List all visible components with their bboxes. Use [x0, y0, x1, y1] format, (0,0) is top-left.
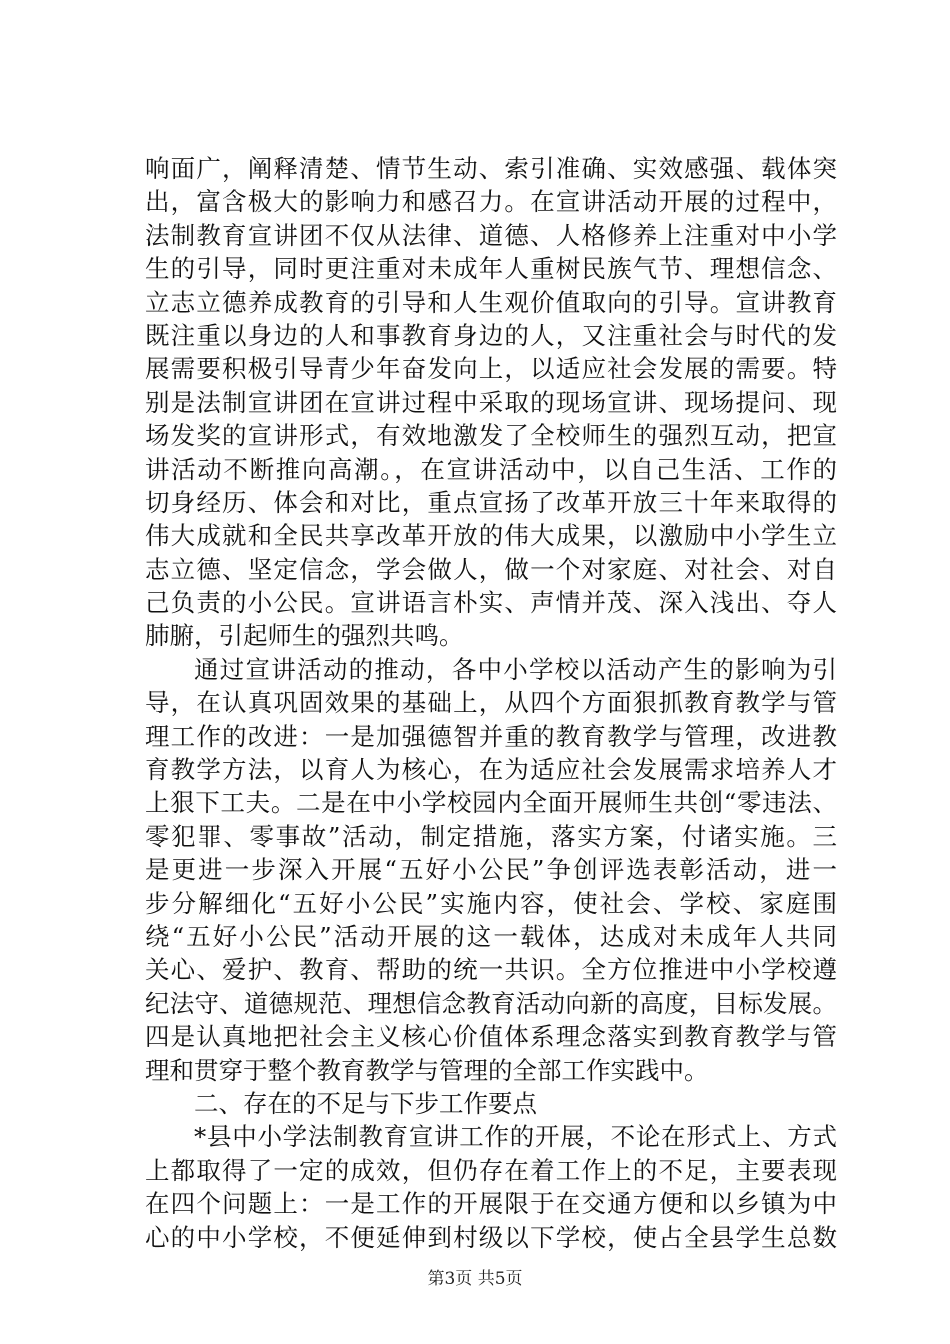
text-line: 导，在认真巩固效果的基础上，从四个方面狠抓教育教学与管 [145, 688, 837, 718]
text-line: 四是认真地把社会主义核心价值体系理念落实到教育教学与管 [145, 1022, 837, 1052]
paragraph-start-line: 通过宣讲活动的推动，各中小学校以活动产生的影响为引 [194, 654, 837, 684]
text-line: 场发奖的宣讲形式，有效地激发了全校师生的强烈互动，把宣 [145, 421, 837, 451]
text-line: 出，富含极大的影响力和感召力。在宣讲活动开展的过程中， [145, 187, 837, 217]
text-line: 关心、爱护、教育、帮助的统一共识。全方位推进中小学校遵 [145, 955, 837, 985]
text-line: 讲活动不断推向高潮。，在宣讲活动中，以自己生活、工作的 [145, 454, 837, 484]
text-line: 伟大成就和全民共享改革开放的伟大成果，以激励中小学生立 [145, 521, 837, 551]
text-line: 理和贯穿于整个教育教学与管理的全部工作实践中。 [145, 1055, 709, 1085]
text-line: 生的引导，同时更注重对未成年人重树民族气节、理想信念、 [145, 254, 837, 284]
text-line: 志立德、坚定信念，学会做人，做一个对家庭、对社会、对自 [145, 554, 837, 584]
text-line: 既注重以身边的人和事教育身边的人，又注重社会与时代的发 [145, 320, 837, 350]
text-line: 是更进一步深入开展“五好小公民”争创评选表彰活动，进一 [145, 855, 837, 885]
text-line: 响面广，阐释清楚、情节生动、索引准确、实效感强、载体突 [145, 154, 837, 183]
page-number-footer: 第3页 共5页 [427, 1269, 523, 1289]
text-line: 纪法守、道德规范、理想信念教育活动向新的高度，目标发展。 [145, 988, 837, 1018]
text-line: 上狠下工夫。二是在中小学校园内全面开展师生共创“零违法、 [145, 788, 837, 818]
text-line: 理工作的改进：一是加强德智并重的教育教学与管理，改进教 [145, 721, 837, 751]
text-line: 肺腑，引起师生的强烈共鸣。 [145, 621, 464, 651]
text-line: 立志立德养成教育的引导和人生观价值取向的引导。宣讲教育 [145, 287, 837, 317]
text-line: 心的中小学校，不便延伸到村级以下学校，使占全县学生总数 [145, 1222, 837, 1252]
text-line: 绕“五好小公民”活动开展的这一载体，达成对未成年人共同 [145, 921, 837, 951]
text-line: 零犯罪、零事故”活动，制定措施，落实方案，付诸实施。三 [145, 821, 837, 851]
text-line: 切身经历、体会和对比，重点宣扬了改革开放三十年来取得的 [145, 487, 837, 517]
text-line: 法制教育宣讲团不仅从法律、道德、人格修养上注重对中小学 [145, 220, 837, 250]
text-line: 别是法制宣讲团在宣讲过程中采取的现场宣讲、现场提问、现 [145, 387, 837, 417]
text-line: 己负责的小公民。宣讲语言朴实、声情并茂、深入浅出、夺人 [145, 588, 837, 618]
text-line: 育教学方法，以育人为核心，在为适应社会发展需求培养人才 [145, 755, 837, 785]
paragraph-start-line: *县中小学法制教育宣讲工作的开展，不论在形式上、方式 [194, 1122, 837, 1152]
text-line: 在四个问题上：一是工作的开展限于在交通方便和以乡镇为中 [145, 1189, 837, 1219]
text-line: 上都取得了一定的成效，但仍存在着工作上的不足，主要表现 [145, 1155, 837, 1185]
text-line: 展需要积极引导青少年奋发向上，以适应社会发展的需要。特 [145, 354, 837, 384]
text-line: 步分解细化“五好小公民”实施内容，使社会、学校、家庭围 [145, 888, 837, 918]
section-heading: 二、存在的不足与下步工作要点 [194, 1088, 537, 1118]
document-body [145, 152, 837, 1254]
